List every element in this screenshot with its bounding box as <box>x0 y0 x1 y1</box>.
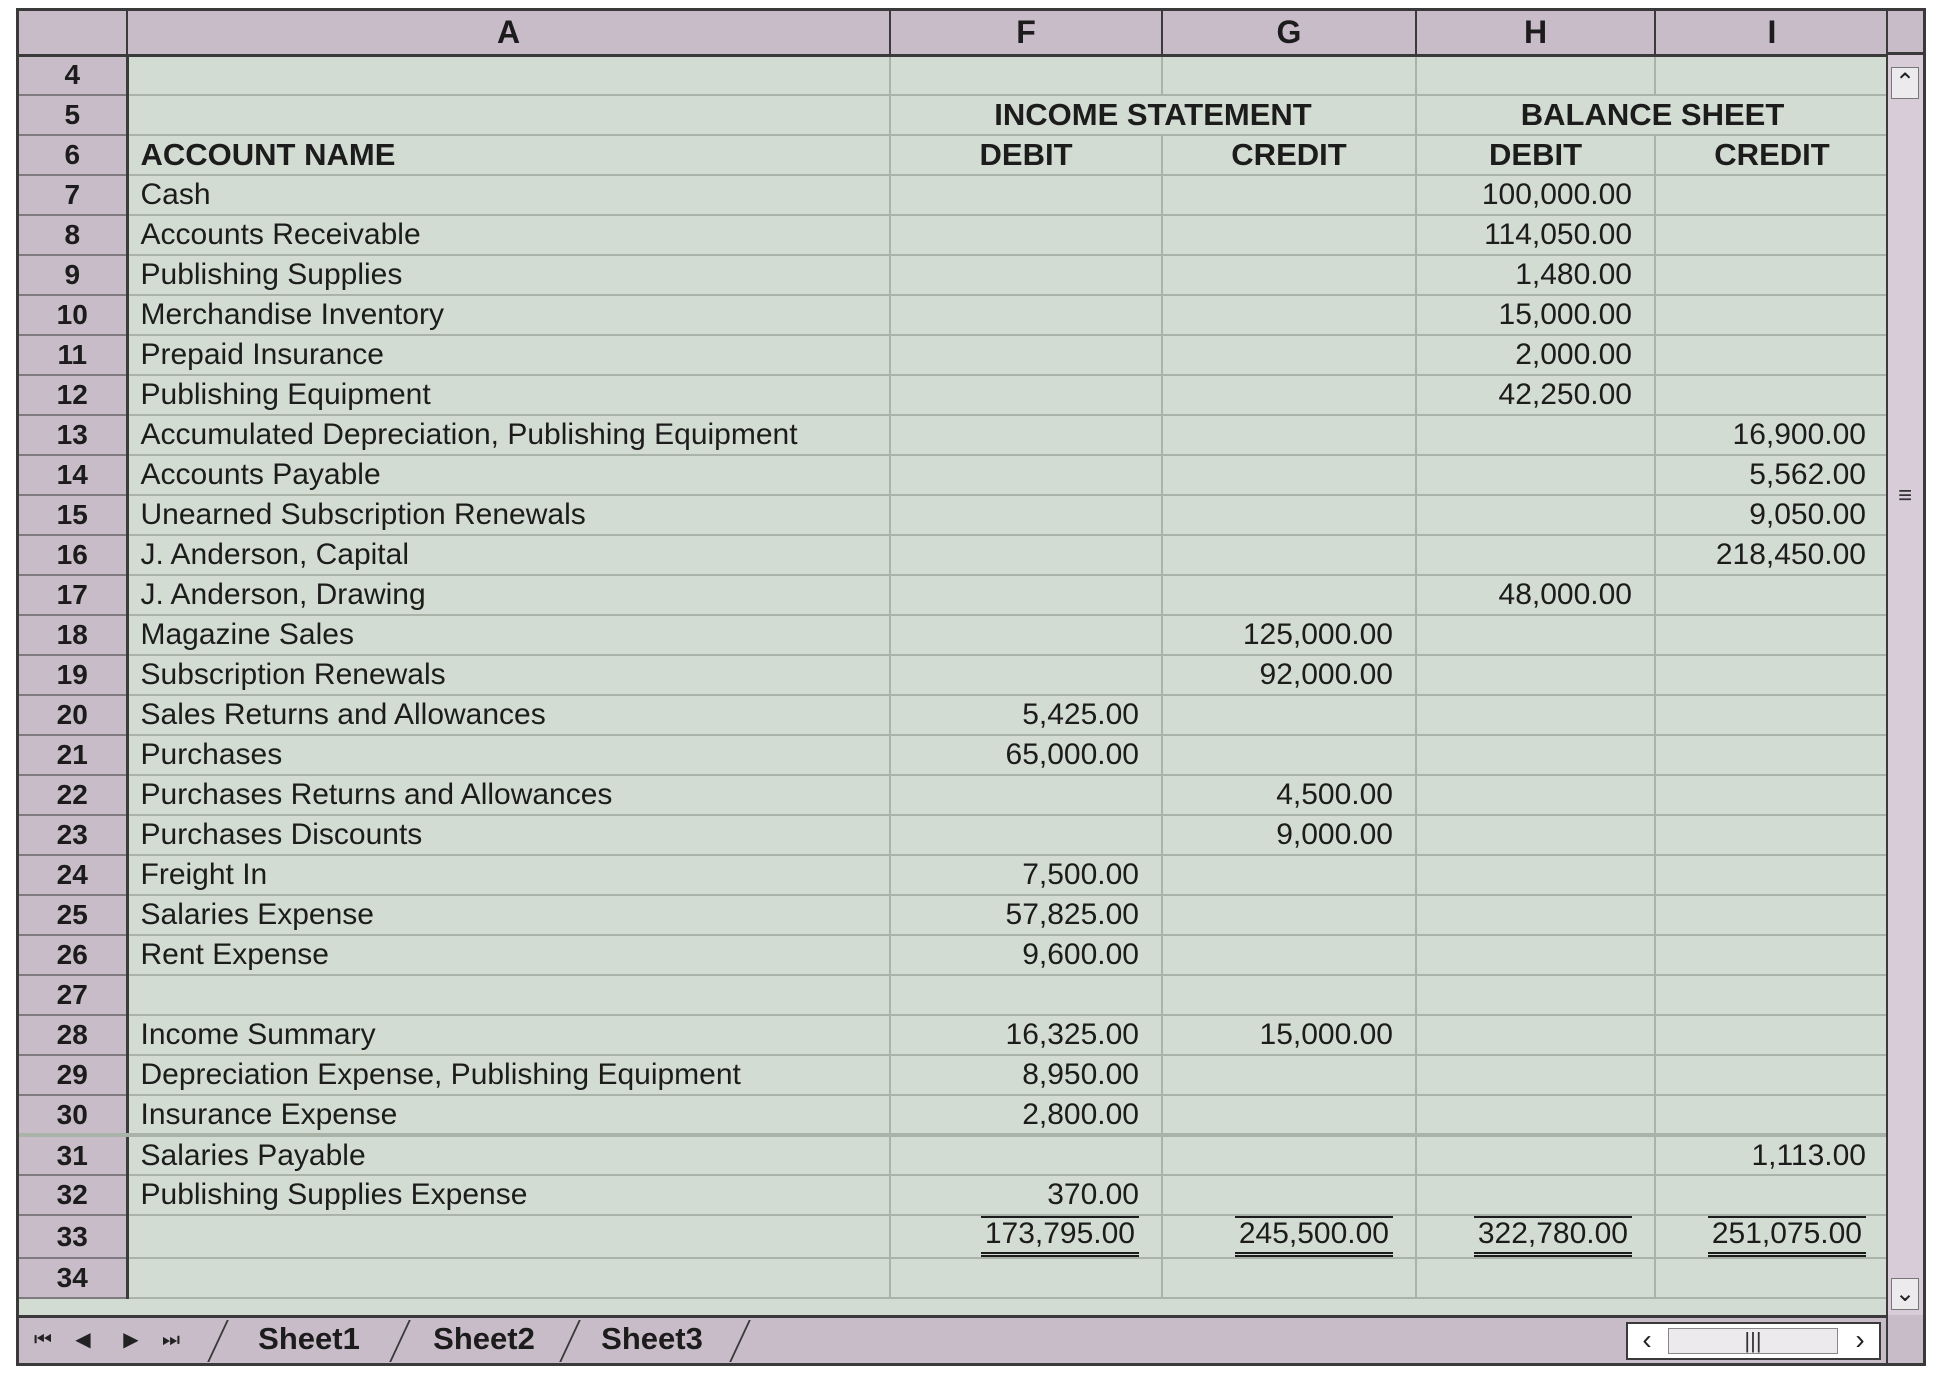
row-header[interactable]: 16 <box>19 535 127 575</box>
row-header[interactable]: 29 <box>19 1055 127 1095</box>
row-header[interactable]: 9 <box>19 255 127 295</box>
income-credit-cell[interactable] <box>1162 495 1416 535</box>
account-name-cell[interactable]: Purchases <box>127 735 890 775</box>
income-credit-cell[interactable] <box>1162 255 1416 295</box>
row-header[interactable]: 12 <box>19 375 127 415</box>
table-row <box>19 615 1889 655</box>
balance-credit-cell[interactable]: 1,113.00 <box>1655 1135 1889 1175</box>
account-name-cell[interactable]: J. Anderson, Drawing <box>127 575 890 615</box>
account-name-cell[interactable] <box>127 1215 890 1258</box>
column-header-row <box>19 11 1889 55</box>
balance-credit-cell[interactable] <box>1655 855 1889 895</box>
select-all-corner[interactable] <box>19 11 127 55</box>
account-name-cell[interactable]: Unearned Subscription Renewals <box>127 495 890 535</box>
account-name-cell[interactable]: Income Summary <box>127 1015 890 1055</box>
income-credit-cell[interactable] <box>1162 1095 1416 1135</box>
income-credit-cell[interactable] <box>1162 375 1416 415</box>
account-name-cell[interactable]: Accounts Payable <box>127 455 890 495</box>
account-name-cell[interactable] <box>127 55 890 95</box>
income-statement-header[interactable]: INCOME STATEMENT <box>890 95 1416 135</box>
table-row <box>19 215 1889 255</box>
account-name-cell[interactable]: Cash <box>127 175 890 215</box>
row-header[interactable]: 15 <box>19 495 127 535</box>
income-credit-cell[interactable]: 9,000.00 <box>1162 815 1416 855</box>
balance-credit-cell[interactable] <box>1655 1215 1889 1258</box>
row-header[interactable]: 18 <box>19 615 127 655</box>
balance-credit-cell[interactable] <box>1655 335 1889 375</box>
balance-credit-cell[interactable] <box>1655 175 1889 215</box>
balance-debit-cell[interactable] <box>1416 895 1655 935</box>
sheet-tab-bar <box>19 1315 1923 1363</box>
row-header[interactable]: 26 <box>19 935 127 975</box>
column-header-h[interactable]: H <box>1416 11 1655 55</box>
row-header[interactable]: 8 <box>19 215 127 255</box>
table-row <box>19 175 1889 215</box>
income-debit-cell[interactable] <box>890 535 1162 575</box>
account-name-cell[interactable]: Magazine Sales <box>127 615 890 655</box>
row-header[interactable]: 27 <box>19 975 127 1015</box>
income-debit-cell[interactable] <box>890 1258 1162 1298</box>
row-header[interactable]: 13 <box>19 415 127 455</box>
balance-sheet-header[interactable]: BALANCE SHEET <box>1416 95 1889 135</box>
table-row <box>19 335 1889 375</box>
balance-credit-cell[interactable] <box>1655 775 1889 815</box>
account-name-cell[interactable]: Salaries Payable <box>127 1135 890 1175</box>
balance-debit-cell[interactable]: 42,250.00 <box>1416 375 1655 415</box>
balance-credit-cell[interactable] <box>1655 295 1889 335</box>
balance-debit-cell[interactable] <box>1416 1258 1655 1298</box>
table-row <box>19 1175 1889 1215</box>
balance-debit-cell[interactable] <box>1416 975 1655 1015</box>
income-credit-cell[interactable] <box>1162 1258 1416 1298</box>
table-row <box>19 655 1889 695</box>
table-row <box>19 735 1889 775</box>
table-row <box>19 1095 1889 1135</box>
income-credit-cell[interactable] <box>1162 935 1416 975</box>
balance-debit-cell[interactable]: 48,000.00 <box>1416 575 1655 615</box>
income-debit-cell[interactable]: 8,950.00 <box>890 1055 1162 1095</box>
worksheet-body <box>19 55 1889 1298</box>
income-debit-cell[interactable] <box>890 55 1162 95</box>
tab-sheet2[interactable]: Sheet2 <box>433 1321 535 1356</box>
row-header[interactable]: 33 <box>19 1215 127 1258</box>
balance-debit-cell[interactable]: DEBIT <box>1416 135 1655 175</box>
income-credit-cell[interactable] <box>1162 855 1416 895</box>
balance-credit-cell[interactable] <box>1655 1175 1889 1215</box>
account-name-cell[interactable]: Accumulated Depreciation, Publishing Equipment <box>127 415 890 455</box>
horizontal-scrollbar[interactable] <box>1626 1322 1881 1360</box>
table-row <box>19 695 1889 735</box>
account-name-cell[interactable]: J. Anderson, Capital <box>127 535 890 575</box>
account-name-cell[interactable]: Prepaid Insurance <box>127 335 890 375</box>
income-credit-cell[interactable] <box>1162 1175 1416 1215</box>
column-total: 173,795.00 <box>981 1216 1139 1257</box>
table-row <box>19 975 1889 1015</box>
table-row <box>19 1055 1889 1095</box>
income-debit-cell[interactable] <box>890 415 1162 455</box>
balance-debit-cell[interactable] <box>1416 815 1655 855</box>
account-name-cell[interactable]: Publishing Supplies Expense <box>127 1175 890 1215</box>
spreadsheet-window <box>16 8 1926 1366</box>
table-row <box>19 775 1889 815</box>
income-debit-cell[interactable]: 5,425.00 <box>890 695 1162 735</box>
income-debit-cell[interactable] <box>890 975 1162 1015</box>
row-header[interactable]: 19 <box>19 655 127 695</box>
balance-credit-cell[interactable] <box>1655 375 1889 415</box>
balance-credit-cell[interactable] <box>1655 615 1889 655</box>
income-debit-cell[interactable] <box>890 815 1162 855</box>
income-credit-cell[interactable] <box>1162 535 1416 575</box>
table-row <box>19 135 1889 175</box>
income-debit-cell[interactable] <box>890 255 1162 295</box>
row-header[interactable]: 10 <box>19 295 127 335</box>
row-header[interactable]: 7 <box>19 175 127 215</box>
tab-sheet1[interactable]: Sheet1 <box>258 1321 360 1356</box>
column-header-g[interactable]: G <box>1162 11 1416 55</box>
balance-credit-cell[interactable]: 5,562.00 <box>1655 455 1889 495</box>
worksheet-grid <box>19 11 1890 1299</box>
balance-credit-cell[interactable] <box>1655 1055 1889 1095</box>
account-name-cell[interactable]: Freight In <box>127 855 890 895</box>
income-debit-cell[interactable]: 65,000.00 <box>890 735 1162 775</box>
prev-sheet-icon[interactable]: ◀ <box>75 1329 91 1351</box>
balance-credit-cell[interactable] <box>1655 1015 1889 1055</box>
income-credit-cell[interactable] <box>1162 1135 1416 1175</box>
account-name-cell[interactable]: Subscription Renewals <box>127 655 890 695</box>
account-name-cell[interactable]: Sales Returns and Allowances <box>127 695 890 735</box>
tab-divider <box>389 1320 411 1362</box>
scroll-up-icon[interactable]: ⌃ <box>1891 67 1919 99</box>
tab-sheet3[interactable]: Sheet3 <box>601 1321 703 1356</box>
column-header-i[interactable]: I <box>1655 11 1889 55</box>
balance-debit-cell[interactable] <box>1416 1015 1655 1055</box>
income-debit-cell[interactable] <box>890 615 1162 655</box>
balance-debit-cell[interactable] <box>1416 1055 1655 1095</box>
table-row <box>19 95 1889 135</box>
balance-debit-cell[interactable] <box>1416 935 1655 975</box>
balance-debit-cell[interactable] <box>1416 855 1655 895</box>
account-name-cell[interactable]: Rent Expense <box>127 935 890 975</box>
balance-credit-cell[interactable] <box>1655 1095 1889 1135</box>
income-debit-cell[interactable]: DEBIT <box>890 135 1162 175</box>
table-row <box>19 895 1889 935</box>
balance-credit-cell[interactable] <box>1655 895 1889 935</box>
income-credit-cell[interactable] <box>1162 215 1416 255</box>
balance-debit-cell[interactable] <box>1416 695 1655 735</box>
income-credit-cell[interactable] <box>1162 415 1416 455</box>
vertical-scrollbar[interactable] <box>1886 11 1923 1318</box>
column-total: 251,075.00 <box>1708 1216 1866 1257</box>
tab-divider <box>207 1320 229 1362</box>
row-header[interactable]: 14 <box>19 455 127 495</box>
income-debit-cell[interactable] <box>890 1135 1162 1175</box>
income-credit-cell[interactable] <box>1162 1215 1416 1258</box>
column-header-a[interactable]: A <box>127 11 890 55</box>
balance-debit-cell[interactable] <box>1416 655 1655 695</box>
income-debit-cell[interactable] <box>890 215 1162 255</box>
income-debit-cell[interactable] <box>890 775 1162 815</box>
income-credit-cell[interactable]: 92,000.00 <box>1162 655 1416 695</box>
scrollbar-corner <box>1886 1315 1923 1363</box>
horizontal-scroll-thumb[interactable]: ||| <box>1668 1328 1838 1354</box>
balance-credit-cell[interactable] <box>1655 655 1889 695</box>
table-row <box>19 1215 1889 1258</box>
balance-credit-cell[interactable]: 218,450.00 <box>1655 535 1889 575</box>
table-row <box>19 375 1889 415</box>
balance-credit-cell[interactable]: CREDIT <box>1655 135 1889 175</box>
account-name-cell[interactable]: Salaries Expense <box>127 895 890 935</box>
row-header[interactable]: 24 <box>19 855 127 895</box>
income-credit-cell[interactable] <box>1162 335 1416 375</box>
tab-divider <box>729 1320 751 1362</box>
account-name-cell[interactable] <box>127 1258 890 1298</box>
income-credit-cell[interactable] <box>1162 175 1416 215</box>
balance-debit-cell[interactable] <box>1416 735 1655 775</box>
income-credit-cell[interactable] <box>1162 1055 1416 1095</box>
scroll-down-icon[interactable]: ⌄ <box>1891 1278 1919 1310</box>
balance-credit-cell[interactable] <box>1655 695 1889 735</box>
table-row <box>19 495 1889 535</box>
income-credit-cell[interactable] <box>1162 295 1416 335</box>
first-sheet-icon[interactable]: ⏮ <box>34 1329 52 1351</box>
income-debit-cell[interactable] <box>890 175 1162 215</box>
balance-debit-cell[interactable]: 114,050.00 <box>1416 215 1655 255</box>
row-header[interactable]: 6 <box>19 135 127 175</box>
income-debit-cell[interactable]: 2,800.00 <box>890 1095 1162 1135</box>
income-debit-cell[interactable] <box>890 375 1162 415</box>
table-row <box>19 935 1889 975</box>
spreadsheet-cell[interactable] <box>127 95 890 135</box>
balance-debit-cell[interactable] <box>1416 535 1655 575</box>
income-debit-cell[interactable] <box>890 1215 1162 1258</box>
account-name-cell[interactable]: ACCOUNT NAME <box>127 135 890 175</box>
income-debit-cell[interactable] <box>890 575 1162 615</box>
row-header[interactable]: 28 <box>19 1015 127 1055</box>
account-name-cell[interactable]: Purchases Returns and Allowances <box>127 775 890 815</box>
balance-debit-cell[interactable] <box>1416 775 1655 815</box>
row-header[interactable]: 22 <box>19 775 127 815</box>
row-header[interactable]: 25 <box>19 895 127 935</box>
table-row <box>19 55 1889 95</box>
income-credit-cell[interactable] <box>1162 55 1416 95</box>
balance-debit-cell[interactable]: 2,000.00 <box>1416 335 1655 375</box>
account-name-cell[interactable]: Publishing Supplies <box>127 255 890 295</box>
income-credit-cell[interactable] <box>1162 695 1416 735</box>
column-header-f[interactable]: F <box>890 11 1162 55</box>
income-debit-cell[interactable] <box>890 655 1162 695</box>
income-credit-cell[interactable] <box>1162 735 1416 775</box>
row-header[interactable]: 32 <box>19 1175 127 1215</box>
balance-debit-cell[interactable] <box>1416 1095 1655 1135</box>
balance-credit-cell[interactable]: 16,900.00 <box>1655 415 1889 455</box>
balance-debit-cell[interactable] <box>1416 415 1655 455</box>
account-name-cell[interactable]: Insurance Expense <box>127 1095 890 1135</box>
balance-credit-cell[interactable] <box>1655 575 1889 615</box>
table-row <box>19 1258 1889 1298</box>
income-debit-cell[interactable] <box>890 295 1162 335</box>
income-credit-cell[interactable] <box>1162 975 1416 1015</box>
income-debit-cell[interactable]: 7,500.00 <box>890 855 1162 895</box>
account-name-cell[interactable] <box>127 975 890 1015</box>
table-row <box>19 1015 1889 1055</box>
row-header[interactable]: 20 <box>19 695 127 735</box>
balance-credit-cell[interactable] <box>1655 215 1889 255</box>
row-header[interactable]: 31 <box>19 1135 127 1175</box>
income-debit-cell[interactable]: 9,600.00 <box>890 935 1162 975</box>
income-credit-cell[interactable]: 4,500.00 <box>1162 775 1416 815</box>
next-sheet-icon[interactable]: ▶ <box>123 1329 139 1351</box>
row-header[interactable]: 21 <box>19 735 127 775</box>
income-credit-cell[interactable]: 125,000.00 <box>1162 615 1416 655</box>
balance-credit-cell[interactable] <box>1655 735 1889 775</box>
income-credit-cell[interactable] <box>1162 895 1416 935</box>
scroll-right-icon[interactable]: › <box>1855 1324 1865 1355</box>
balance-credit-cell[interactable] <box>1655 255 1889 295</box>
scroll-left-icon[interactable]: ‹ <box>1642 1324 1652 1355</box>
income-debit-cell[interactable] <box>890 495 1162 535</box>
balance-debit-cell[interactable] <box>1416 55 1655 95</box>
table-row <box>19 295 1889 335</box>
row-header[interactable]: 34 <box>19 1258 127 1298</box>
account-name-cell[interactable]: Purchases Discounts <box>127 815 890 855</box>
income-credit-cell[interactable] <box>1162 575 1416 615</box>
income-debit-cell[interactable]: 57,825.00 <box>890 895 1162 935</box>
balance-debit-cell[interactable] <box>1416 1215 1655 1258</box>
scrollbar-top-cap <box>1888 11 1923 55</box>
account-name-cell[interactable]: Publishing Equipment <box>127 375 890 415</box>
column-total: 245,500.00 <box>1235 1216 1393 1257</box>
column-total: 322,780.00 <box>1474 1216 1632 1257</box>
table-row <box>19 535 1889 575</box>
income-credit-cell[interactable]: 15,000.00 <box>1162 1015 1416 1055</box>
balance-credit-cell[interactable] <box>1655 975 1889 1015</box>
balance-debit-cell[interactable]: 100,000.00 <box>1416 175 1655 215</box>
income-debit-cell[interactable]: 370.00 <box>890 1175 1162 1215</box>
table-row <box>19 255 1889 295</box>
account-name-cell[interactable]: Depreciation Expense, Publishing Equipment <box>127 1055 890 1095</box>
table-row <box>19 1135 1889 1175</box>
balance-debit-cell[interactable] <box>1416 615 1655 655</box>
table-row <box>19 815 1889 855</box>
balance-credit-cell[interactable] <box>1655 935 1889 975</box>
income-debit-cell[interactable] <box>890 335 1162 375</box>
balance-credit-cell[interactable] <box>1655 1258 1889 1298</box>
row-header[interactable]: 30 <box>19 1095 127 1135</box>
balance-credit-cell[interactable] <box>1655 815 1889 855</box>
balance-credit-cell[interactable] <box>1655 55 1889 95</box>
row-header[interactable]: 11 <box>19 335 127 375</box>
row-header[interactable]: 23 <box>19 815 127 855</box>
income-credit-cell[interactable]: CREDIT <box>1162 135 1416 175</box>
row-header[interactable]: 4 <box>19 55 127 95</box>
balance-debit-cell[interactable]: 15,000.00 <box>1416 295 1655 335</box>
table-row <box>19 415 1889 455</box>
table-row <box>19 575 1889 615</box>
account-name-cell[interactable]: Accounts Receivable <box>127 215 890 255</box>
table-row <box>19 455 1889 495</box>
balance-debit-cell[interactable] <box>1416 1175 1655 1215</box>
income-debit-cell[interactable]: 16,325.00 <box>890 1015 1162 1055</box>
balance-debit-cell[interactable] <box>1416 455 1655 495</box>
tab-divider <box>559 1320 581 1362</box>
vertical-split-handle[interactable]: ≡ <box>1897 482 1912 509</box>
income-credit-cell[interactable] <box>1162 455 1416 495</box>
last-sheet-icon[interactable]: ⏭ <box>162 1329 180 1351</box>
balance-credit-cell[interactable]: 9,050.00 <box>1655 495 1889 535</box>
balance-debit-cell[interactable] <box>1416 1135 1655 1175</box>
income-debit-cell[interactable] <box>890 455 1162 495</box>
row-header[interactable]: 17 <box>19 575 127 615</box>
table-row <box>19 855 1889 895</box>
account-name-cell[interactable]: Merchandise Inventory <box>127 295 890 335</box>
balance-debit-cell[interactable]: 1,480.00 <box>1416 255 1655 295</box>
row-header[interactable]: 5 <box>19 95 127 135</box>
balance-debit-cell[interactable] <box>1416 495 1655 535</box>
